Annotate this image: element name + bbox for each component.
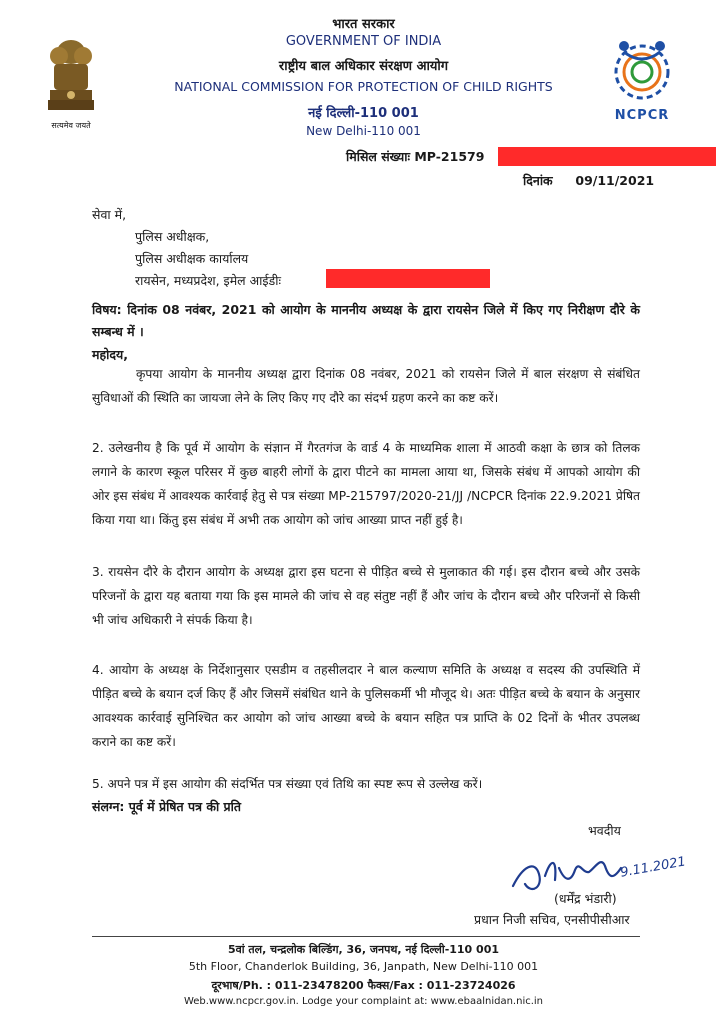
paragraph-3: 3. रायसेन दौरे के दौरान आयोग के अध्यक्ष द्वारा इस घटना से पीड़ित बच्चे से मुलाकात की गई। इस दौरान बच्चे और उसके परिजनों के द्वारा यह बताया गया कि इस मामले की जांच से वह संतुष्ट नहीं हैं और जांच के दौरान बच्चे और परिजनों से किसी भी जांच अधिकारी ने संपर्क किया है। — [92, 565, 640, 627]
subject-text: दिनांक 08 नवंबर, 2021 को आयोग के माननीय अध्यक्ष के द्वारा रायसेन जिले में किए गए निरीक्षण दौरे के सम्बन्ध में । — [92, 302, 640, 339]
redaction-file-number — [498, 147, 716, 166]
header-hi-commission: राष्ट्रीय बाल अधिकार संरक्षण आयोग — [278, 59, 449, 74]
footer-divider — [92, 936, 640, 937]
paragraph-4: 4. आयोग के अध्यक्ष के निर्देशानुसार एसडीम व तहसीलदार ने बाल कल्याण समिति के अध्यक्ष व सदस्य की उपस्थिति में पीड़ित बच्चे के बयान दर्ज किए हैं और जिसमें संबंधित थाने के पुलिसकर्मी भी मौजूद थे। अतः पीड़ित बच्चे के बयान के अनुसार आवश्यक कार्रवाई सुनिश्चित कर आयोग को जांच आख्या बच्चे के बयान सहित पत्र प्राप्ति के 02 दिनों के भीतर उपलब्ध कराने का कष्ट करें। — [92, 663, 640, 749]
date-value: 09/11/2021 — [575, 173, 655, 188]
file-number: मिसिल संख्याः MP-21579 — [346, 149, 485, 164]
header-en-govt: GOVERNMENT OF INDIA — [285, 34, 442, 49]
salutation-to: सेवा में, — [92, 207, 127, 222]
footer-en-address: 5th Floor, Chanderlok Building, 36, Janpath, New Delhi-110 001 — [188, 960, 539, 973]
subject-label: विषय: — [92, 302, 122, 317]
addressee-line1: पुलिस अधीक्षक, — [135, 229, 210, 244]
footer-web: Web.www.ncpcr.gov.in. Lodge your complaint at: www.ebaalnidan.nic.in — [183, 996, 544, 1007]
signatory-name: (धर्मेंद्र भंडारी) — [554, 891, 617, 906]
header-hi-govt: भारत सरकार — [332, 17, 395, 32]
signature-date: 9.11.2021 — [619, 854, 687, 881]
redaction-email — [326, 269, 490, 288]
ncpcr-logo-text: NCPCR — [614, 108, 670, 123]
header-en-commission: NATIONAL COMMISSION FOR PROTECTION OF CHILD RIGHTS — [174, 79, 553, 94]
addressee-line2: पुलिस अधीक्षक कार्यालय — [135, 251, 249, 266]
paragraph-5: 5. अपने पत्र में इस आयोग की संदर्भित पत्र संख्या एवं तिथि का स्पष्ट रूप से उल्लेख करें। — [92, 777, 483, 791]
header-hi-city: नई दिल्ली-110 001 — [308, 106, 419, 121]
footer-hi-address: 5वां तल, चन्द्रलोक बिल्डिंग, 36, जनपथ, नई दिल्ली-110 001 — [227, 943, 500, 956]
greeting: महोदय, — [92, 347, 128, 362]
addressee-line3: रायसेन, मध्यप्रदेश, इमेल आईडीः — [135, 273, 281, 288]
date-label: दिनांक — [523, 173, 553, 188]
paragraph-1: कृपया आयोग के माननीय अध्यक्ष द्वारा दिनांक 08 नवंबर, 2021 को रायसेन जिले में बाल संरक्षण से संबंधित सुविधाओं की स्थिति का जायजा लेने के लिए किए गए दौरे का संदर्भ ग्रहण करने का कष्ट करें। — [92, 367, 640, 405]
signatory-designation: प्रधान निजी सचिव, एनसीपीसीआर — [474, 912, 630, 927]
emblem-motto: सत्यमेव जयते — [51, 121, 91, 130]
paragraph-2: 2. उलेखनीय है कि पूर्व में आयोग के संज्ञान में गैरतगंज के वार्ड 4 के माध्यमिक शाला में आठवी कक्षा के छात्र को तिलक लगाने के कारण स्कूल परिसर में कुछ बाहरी लोगों के द्वारा पीटने का मामला आया था, जिसके संबंध में आपको आयोग की ओर इस संबंध में आवश्यक कार्रवाई हेतु से पत्र संख्या MP-215797/2020-21/JJ /NCPCR दिनांक 22.9.2021 प्रेषित किया गया था। किंतु इस संबंध में अभी तक आयोग को जांच आख्या प्राप्त नहीं हुई है। — [92, 441, 640, 527]
header-en-city: New Delhi-110 001 — [306, 124, 421, 138]
closing-yours: भवदीय — [588, 823, 621, 838]
enclosure-note: संलग्न: पूर्व में प्रेषित पत्र की प्रति — [92, 799, 242, 814]
footer-phone: दूरभाष/Ph. : 011-23478200 फैक्स/Fax : 011-23724026 — [211, 979, 516, 992]
